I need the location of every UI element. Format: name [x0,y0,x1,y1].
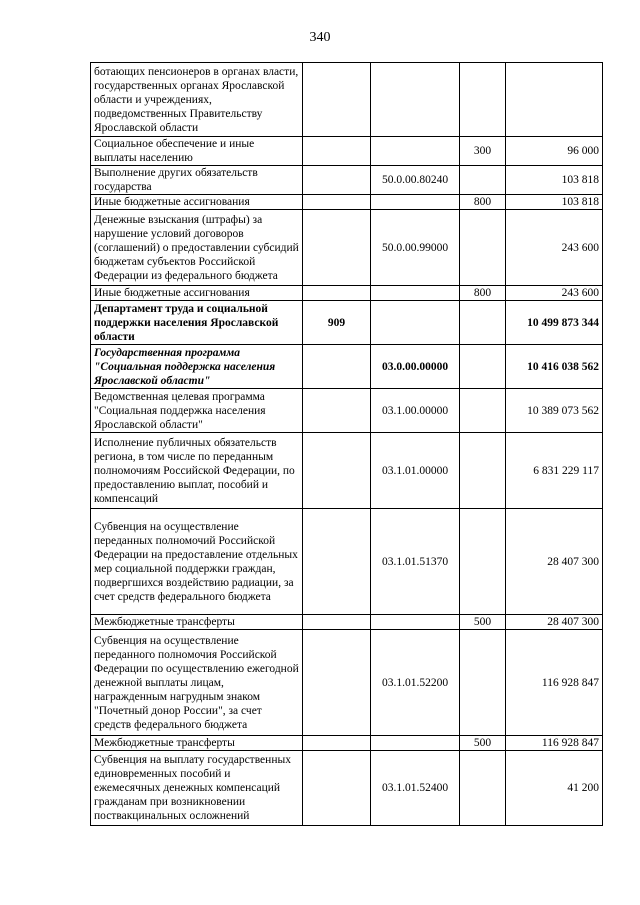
row-ministry-code-cell [303,166,371,195]
row-amount-cell: 28 407 300 [506,615,603,630]
row-name-cell: Межбюджетные трансферты [91,736,303,751]
row-target-code-cell [371,286,460,301]
row-name-cell: ботающих пенсионеров в органах власти, государственных органах Ярославской области и учреждениях, подведомственных Правительству Ярославской области [91,63,303,137]
row-expense-type-cell [460,509,506,615]
row-name-cell: Денежные взыскания (штрафы) за нарушение условий договоров (соглашений) о предоставлении субсидий бюджетам субъектов Российской Федерации из федерального бюджета [91,210,303,286]
row-name-cell: Ведомственная целевая программа "Социальная поддержка населения Ярославской области" [91,389,303,433]
row-target-code-cell: 03.1.01.00000 [371,433,460,509]
table-row [91,615,603,630]
row-amount-cell: 103 818 [506,195,603,210]
row-expense-type-cell: 300 [460,137,506,166]
row-amount-cell: 10 499 873 344 [506,301,603,345]
budget-table [90,62,603,826]
row-name-cell: Иные бюджетные ассигнования [91,286,303,301]
row-name-cell: Субвенция на выплату государственных единовременных пособий и ежемесячных денежных компенсаций гражданам при возникновении поствакцинальных осложнений [91,751,303,826]
row-target-code-cell: 03.1.01.51370 [371,509,460,615]
row-target-code-cell: 50.0.00.99000 [371,210,460,286]
table-row [91,509,603,615]
row-amount-cell: 103 818 [506,166,603,195]
row-target-code-cell [371,195,460,210]
row-name-cell: Иные бюджетные ассигнования [91,195,303,210]
row-ministry-code-cell [303,433,371,509]
table-row [91,433,603,509]
row-amount-cell: 96 000 [506,137,603,166]
row-amount-cell: 116 928 847 [506,736,603,751]
row-ministry-code-cell [303,63,371,137]
row-name-cell: Государственная программа "Социальная поддержка населения Ярославской области" [91,345,303,389]
row-ministry-code-cell [303,345,371,389]
row-ministry-code-cell [303,210,371,286]
row-name-cell: Социальное обеспечение и иные выплаты населению [91,137,303,166]
table-row [91,630,603,736]
row-name-cell: Департамент труда и социальной поддержки населения Ярославской области [91,301,303,345]
row-target-code-cell [371,63,460,137]
row-expense-type-cell: 500 [460,736,506,751]
row-target-code-cell [371,615,460,630]
row-amount-cell: 6 831 229 117 [506,433,603,509]
row-target-code-cell: 03.1.00.00000 [371,389,460,433]
row-ministry-code-cell [303,195,371,210]
row-expense-type-cell [460,433,506,509]
row-name-cell: Исполнение публичных обязательств региона, в том числе по переданным полномочиям Российской Федерации, по предоставлению выплат, пособий и компенсаций [91,433,303,509]
table-row [91,166,603,195]
row-expense-type-cell [460,301,506,345]
row-expense-type-cell [460,210,506,286]
row-expense-type-cell [460,166,506,195]
table-row [91,210,603,286]
row-amount-cell: 243 600 [506,210,603,286]
row-expense-type-cell: 800 [460,195,506,210]
row-expense-type-cell: 800 [460,286,506,301]
page-number: 340 [309,30,331,45]
row-ministry-code-cell [303,736,371,751]
row-ministry-code-cell: 909 [303,301,371,345]
row-ministry-code-cell [303,751,371,826]
row-target-code-cell [371,736,460,751]
row-name-cell: Выполнение других обязательств государства [91,166,303,195]
table-row [91,345,603,389]
table-row [91,736,603,751]
row-ministry-code-cell [303,389,371,433]
row-expense-type-cell [460,63,506,137]
row-ministry-code-cell [303,286,371,301]
row-expense-type-cell [460,751,506,826]
table-row [91,389,603,433]
table-row [91,63,603,137]
row-amount-cell: 28 407 300 [506,509,603,615]
row-amount-cell: 10 389 073 562 [506,389,603,433]
row-expense-type-cell: 500 [460,615,506,630]
table-row [91,195,603,210]
row-ministry-code-cell [303,509,371,615]
row-target-code-cell: 03.1.01.52200 [371,630,460,736]
row-target-code-cell [371,137,460,166]
row-name-cell: Субвенция на осуществление переданного полномочия Российской Федерации по осуществлению ежегодной денежной выплаты лицам, награжденным нагрудным знаком "Почетный донор России", за счет средств федерального бюджета [91,630,303,736]
table-row [91,751,603,826]
row-amount-cell: 41 200 [506,751,603,826]
row-expense-type-cell [460,345,506,389]
row-amount-cell: 243 600 [506,286,603,301]
row-amount-cell: 10 416 038 562 [506,345,603,389]
row-amount-cell [506,63,603,137]
budget-table-body [91,63,603,826]
table-row [91,301,603,345]
row-target-code-cell: 03.1.01.52400 [371,751,460,826]
row-name-cell: Межбюджетные трансферты [91,615,303,630]
row-ministry-code-cell [303,615,371,630]
row-name-cell: Субвенция на осуществление переданных полномочий Российской Федерации на предоставление отдельных мер социальной поддержки граждан, подвергшихся воздействию радиации, за счет средств федерального бюджета [91,509,303,615]
table-row [91,286,603,301]
row-amount-cell: 116 928 847 [506,630,603,736]
row-ministry-code-cell [303,630,371,736]
row-expense-type-cell [460,389,506,433]
row-target-code-cell [371,301,460,345]
table-row [91,137,603,166]
row-expense-type-cell [460,630,506,736]
row-target-code-cell: 50.0.00.80240 [371,166,460,195]
row-target-code-cell: 03.0.00.00000 [371,345,460,389]
row-ministry-code-cell [303,137,371,166]
